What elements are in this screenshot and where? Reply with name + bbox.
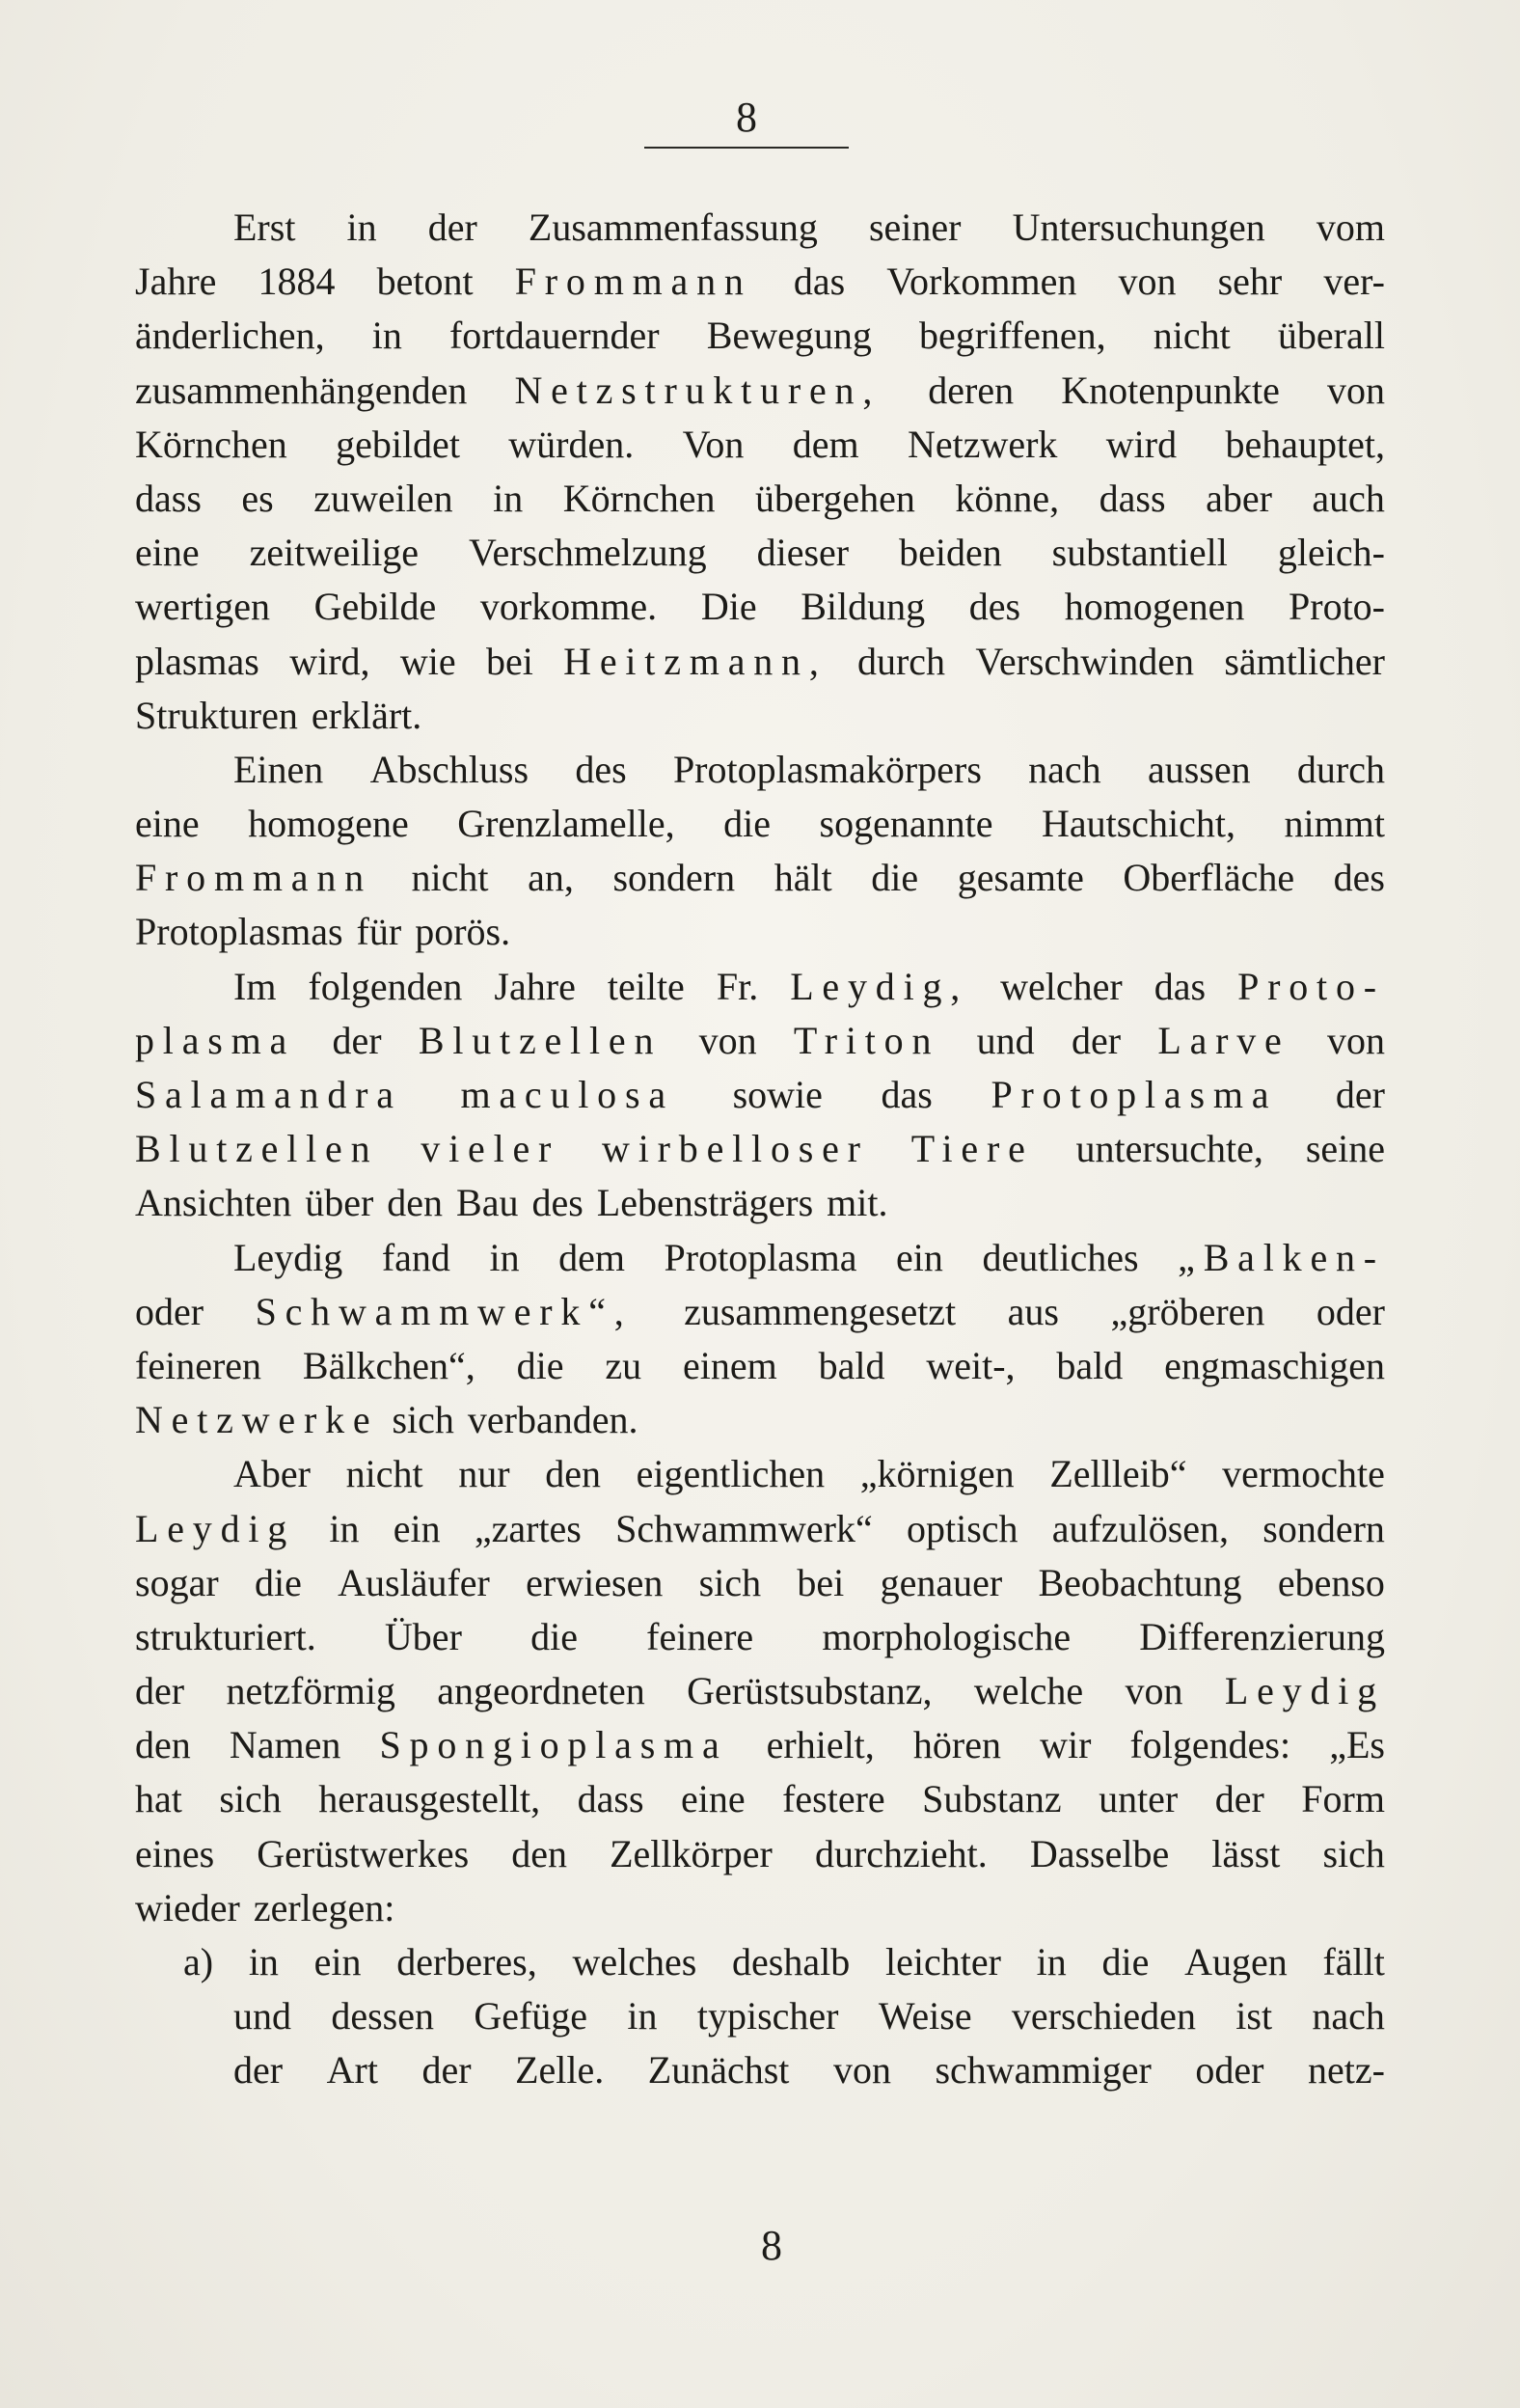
word: zerlegen:: [253, 1885, 395, 1929]
text-line: [135, 851, 1385, 905]
word: Die: [700, 585, 757, 629]
word: sich: [392, 1398, 454, 1442]
word: von: [698, 1018, 757, 1062]
word: morphologische: [822, 1614, 1072, 1658]
word: nach: [1028, 747, 1101, 791]
text-line: [135, 1447, 1385, 1501]
word: Aber: [233, 1452, 311, 1496]
word: Dasselbe: [1029, 1831, 1170, 1875]
word: Körnchen: [135, 422, 287, 466]
word: dass: [135, 476, 202, 520]
word: feinere: [646, 1614, 754, 1658]
word: „zartes: [474, 1506, 582, 1550]
text-line: [135, 1014, 1385, 1068]
word: behauptet,: [1225, 422, 1385, 466]
word: in: [329, 1506, 360, 1550]
text-line: [135, 580, 1385, 634]
word: teilte: [607, 964, 685, 1008]
word: Gefüge: [474, 1994, 588, 2039]
word: die: [530, 1614, 578, 1658]
word: Leydig: [233, 1235, 343, 1279]
text-line: [135, 1664, 1385, 1718]
word: genauer: [880, 1560, 1003, 1604]
word: Ansichten: [135, 1181, 292, 1225]
word: Knotenpunkte: [1061, 368, 1280, 412]
word: Untersuchungen: [1012, 205, 1265, 249]
page-number-top: 8: [736, 94, 757, 141]
word: der: [135, 1669, 185, 1713]
text-line: [135, 635, 1385, 689]
word: Grenzlamelle,: [457, 802, 675, 846]
word: Schwammwerk“: [615, 1506, 873, 1550]
word: Netzwerk: [907, 422, 1058, 466]
word: sondern: [612, 856, 736, 900]
word: oder: [135, 1289, 204, 1333]
word: strukturiert.: [135, 1614, 316, 1658]
word: würden.: [508, 422, 635, 466]
word: wird,: [289, 639, 370, 683]
word: Zellkörper: [610, 1831, 773, 1875]
word: Protoplasmakörpers: [672, 747, 982, 791]
text-line: [135, 743, 1385, 797]
text-line: [135, 201, 1385, 255]
word: feineren: [135, 1343, 262, 1387]
word: Frommann: [514, 260, 752, 304]
text-line: [135, 960, 1385, 1014]
word: die: [516, 1343, 564, 1387]
word: in: [346, 205, 377, 249]
text-line: [135, 1122, 1385, 1176]
word: aufzulösen,: [1051, 1506, 1230, 1550]
text-line: [135, 2043, 1385, 2097]
word: zusammengesetzt: [684, 1289, 957, 1333]
word: gebildet: [336, 422, 460, 466]
word: betont: [376, 260, 474, 304]
word: in: [489, 1235, 520, 1279]
word: gleich-: [1277, 531, 1385, 575]
word: an,: [528, 856, 574, 900]
word: dass: [1099, 476, 1166, 520]
word: angeordneten: [437, 1669, 645, 1713]
word: ein: [393, 1506, 441, 1550]
word: änderlichen,: [135, 314, 325, 358]
word: Protoplasmas: [135, 910, 343, 954]
word: „gröberen: [1110, 1289, 1265, 1333]
word: Heitzmann,: [563, 639, 828, 683]
word: die: [871, 856, 919, 900]
text-line: [135, 309, 1385, 363]
word: der: [1335, 1073, 1385, 1116]
word: deshalb: [732, 1940, 851, 1984]
text-line: [135, 472, 1385, 526]
word: deutliches: [982, 1235, 1139, 1279]
word: unter: [1099, 1777, 1179, 1821]
word: aus: [1007, 1289, 1059, 1333]
word: „Balken-: [1178, 1235, 1385, 1279]
word: der: [421, 2048, 472, 2093]
word: für: [356, 910, 402, 954]
word: vorkomme.: [479, 585, 658, 629]
text-line: [135, 255, 1385, 309]
word: sich: [1322, 1831, 1385, 1875]
word: überall: [1277, 314, 1385, 358]
text-line: [135, 1989, 1385, 2043]
word: porös.: [415, 910, 511, 954]
body-text: [135, 201, 1385, 2098]
word: Bildung: [801, 585, 926, 629]
word: verbanden.: [467, 1398, 638, 1442]
text-line: [135, 797, 1385, 851]
word: vermochte: [1222, 1452, 1385, 1496]
word: vom: [1316, 205, 1385, 249]
word: folgenden: [308, 964, 463, 1008]
word: bei: [797, 1560, 845, 1604]
word: durch: [856, 639, 946, 683]
word: in: [371, 314, 402, 358]
text-line: [135, 1772, 1385, 1826]
word: Blutzellen: [418, 1018, 663, 1062]
word: beiden: [899, 531, 1002, 575]
text-line: [135, 1068, 1385, 1122]
word: über: [305, 1181, 374, 1225]
word: Protoplasma: [664, 1235, 857, 1279]
word: Vorkommen: [886, 260, 1077, 304]
word: plasmas: [135, 639, 259, 683]
word: „Es: [1329, 1723, 1385, 1767]
word: Salamandra: [135, 1073, 402, 1116]
word: zu: [605, 1343, 642, 1387]
word: Ausläufer: [338, 1560, 490, 1604]
word: verschieden: [1011, 1994, 1196, 2039]
word: von: [1326, 368, 1385, 412]
text-line: [135, 905, 1385, 959]
word: sowie: [732, 1073, 823, 1116]
word: hören: [912, 1723, 1001, 1767]
word: begriffenen,: [918, 314, 1106, 358]
word: folgendes:: [1129, 1723, 1291, 1767]
word: eine: [135, 531, 200, 575]
word: in: [493, 476, 524, 520]
text-line: [135, 1285, 1385, 1339]
word: Zusammenfassung: [528, 205, 818, 249]
word: homogene: [248, 802, 409, 846]
word: Bau: [456, 1181, 519, 1225]
word: nicht: [345, 1452, 423, 1496]
word: Larve: [1157, 1018, 1290, 1062]
word: dieser: [756, 531, 850, 575]
text-line: [135, 1393, 1385, 1447]
word: des: [968, 585, 1021, 629]
word: netzförmig: [226, 1669, 395, 1713]
text-line: [135, 1610, 1385, 1664]
word: Bälkchen“,: [302, 1343, 475, 1387]
word: Erst: [233, 205, 296, 249]
word: Oberfläche: [1123, 856, 1295, 900]
text-line: [135, 1718, 1385, 1772]
word: Im: [233, 964, 277, 1008]
word: auch: [1312, 476, 1385, 520]
word: einem: [682, 1343, 777, 1387]
word: und: [976, 1018, 1035, 1062]
word: bald: [1056, 1343, 1124, 1387]
word: ebenso: [1277, 1560, 1385, 1604]
word: Körnchen: [562, 476, 716, 520]
word: dem: [792, 422, 859, 466]
word: oder: [1316, 1289, 1385, 1333]
word: könne,: [955, 476, 1060, 520]
word: und: [233, 1994, 291, 2039]
word: Differenzierung: [1139, 1614, 1385, 1658]
word: leichter: [884, 1940, 1001, 1984]
word: oder: [1195, 2048, 1264, 2093]
word: des: [531, 1181, 584, 1225]
word: Zunächst: [647, 2048, 790, 2093]
text-line: [135, 418, 1385, 472]
word: Abschluss: [369, 747, 529, 791]
word: Leydig,: [790, 964, 969, 1008]
word: von: [1118, 260, 1177, 304]
word: erwiesen: [526, 1560, 664, 1604]
header-rule: [644, 147, 849, 149]
word: netz-: [1307, 2048, 1385, 2093]
word: Spongioplasma: [379, 1723, 728, 1767]
word: Fr.: [716, 964, 759, 1008]
word: Zelle.: [515, 2048, 605, 2093]
word: hält: [774, 856, 832, 900]
word: der: [332, 1018, 382, 1062]
text-line: [135, 1176, 1385, 1230]
text-line: [135, 1231, 1385, 1285]
word: deren: [928, 368, 1015, 412]
word: sogenannte: [819, 802, 993, 846]
word: den: [135, 1723, 191, 1767]
word: Weise: [878, 1994, 972, 2039]
word: vieler: [421, 1127, 560, 1171]
word: gesamte: [957, 856, 1084, 900]
word: sogar: [135, 1560, 219, 1604]
word: in: [1036, 1940, 1067, 1984]
word: ist: [1235, 1994, 1273, 2039]
word: dem: [558, 1235, 625, 1279]
word: optisch: [906, 1506, 1018, 1550]
word: ein: [313, 1940, 362, 1984]
word: substantiell: [1051, 531, 1228, 575]
word: fällt: [1322, 1940, 1385, 1984]
word: nimmt: [1284, 802, 1385, 846]
word: Verschmelzung: [469, 531, 707, 575]
text-line: [135, 1881, 1385, 1935]
word: bald: [818, 1343, 885, 1387]
text-line: [135, 1556, 1385, 1610]
word: Netzstrukturen,: [514, 368, 882, 412]
word: Schwammwerk“,: [255, 1289, 633, 1333]
word: seine: [1305, 1127, 1385, 1171]
word: des: [1333, 856, 1385, 900]
word: nicht: [1153, 314, 1231, 358]
word: Bewegung: [706, 314, 872, 358]
word: Jahre: [135, 260, 217, 304]
word: durchzieht.: [814, 1831, 988, 1875]
word: herausgestellt,: [318, 1777, 541, 1821]
word: festere: [782, 1777, 885, 1821]
word: Lebensträgers: [596, 1181, 814, 1225]
word: wirbelloser: [602, 1127, 869, 1171]
word: den: [511, 1831, 567, 1875]
word: das: [1154, 964, 1207, 1008]
word: Jahre: [494, 964, 576, 1008]
word: nur: [458, 1452, 510, 1496]
word: Gerüstwerkes: [257, 1831, 470, 1875]
word: Leydig: [1224, 1669, 1385, 1713]
word: bei: [485, 639, 533, 683]
word: zusammenhängenden: [135, 368, 468, 412]
word: sondern: [1262, 1506, 1385, 1550]
word: durch: [1296, 747, 1385, 791]
word: Über: [384, 1614, 462, 1658]
word: es: [241, 476, 274, 520]
word: Substanz: [922, 1777, 1062, 1821]
word: die: [254, 1560, 302, 1604]
page-header: [644, 93, 849, 149]
word: der: [427, 205, 477, 249]
word: „körnigen: [859, 1452, 1015, 1496]
word: wieder: [135, 1885, 240, 1929]
word: erhielt,: [766, 1723, 875, 1767]
word: Tiere: [910, 1127, 1034, 1171]
word: Strukturen: [135, 693, 298, 737]
word: schwammiger: [935, 2048, 1152, 2093]
word: den: [387, 1181, 444, 1225]
word: den: [545, 1452, 601, 1496]
word: von: [1326, 1018, 1385, 1062]
word: des: [575, 747, 627, 791]
word: in: [248, 1940, 279, 1984]
word: wird: [1105, 422, 1178, 466]
word: die: [723, 802, 772, 846]
word: eines: [135, 1831, 215, 1875]
word: typischer: [696, 1994, 839, 2039]
text-line: [135, 526, 1385, 580]
word: der: [233, 2048, 284, 2093]
word: Zellleib“: [1049, 1452, 1187, 1496]
word: Blutzellen: [135, 1127, 379, 1171]
text-line: [135, 1502, 1385, 1556]
word: ein: [896, 1235, 943, 1279]
word: sehr: [1217, 260, 1283, 304]
word: maculosa: [460, 1073, 674, 1116]
word: aber: [1206, 476, 1272, 520]
text-line: [135, 1827, 1385, 1881]
word: a): [183, 1940, 214, 1984]
word: der: [1071, 1018, 1122, 1062]
word: zuweilen: [313, 476, 453, 520]
word: hat: [135, 1777, 182, 1821]
word: Netzwerke: [135, 1398, 379, 1442]
word: Gebilde: [313, 585, 437, 629]
word: untersuchte,: [1075, 1127, 1263, 1171]
word: Proto-: [1289, 585, 1385, 629]
word: Protoplasma: [991, 1073, 1278, 1116]
text-line: [135, 689, 1385, 743]
word: Augen: [1184, 1940, 1288, 1984]
word: engmaschigen: [1164, 1343, 1385, 1387]
word: die: [1101, 1940, 1150, 1984]
word: erklärt.: [311, 693, 422, 737]
word: weit-,: [926, 1343, 1016, 1387]
word: sich: [698, 1560, 762, 1604]
word: welche: [973, 1669, 1084, 1713]
word: Proto-: [1237, 964, 1385, 1008]
word: Hautschicht,: [1041, 802, 1235, 846]
word: Form: [1301, 1777, 1385, 1821]
word: eine: [681, 1777, 746, 1821]
word: Verschwinden: [975, 639, 1194, 683]
word: lässt: [1211, 1831, 1281, 1875]
word: dass: [577, 1777, 644, 1821]
word: Namen: [229, 1723, 341, 1767]
word: Gerüstsubstanz,: [687, 1669, 933, 1713]
word: von: [832, 2048, 891, 2093]
word: Von: [682, 422, 745, 466]
word: dessen: [331, 1994, 434, 2039]
word: zeitweilige: [249, 531, 420, 575]
word: übergehen: [755, 476, 915, 520]
word: Frommann: [135, 856, 372, 900]
word: 1884: [258, 260, 336, 304]
text-line: [135, 1935, 1385, 1989]
word: wertigen: [135, 585, 270, 629]
word: Leydig: [135, 1506, 296, 1550]
word: Art: [326, 2048, 378, 2093]
word: nicht: [411, 856, 489, 900]
word: nach: [1312, 1994, 1385, 2039]
word: sich: [219, 1777, 282, 1821]
word: mit.: [827, 1181, 888, 1225]
word: seiner: [868, 205, 962, 249]
text-line: [135, 364, 1385, 418]
word: fand: [381, 1235, 450, 1279]
word: welches: [572, 1940, 697, 1984]
word: ver-: [1323, 260, 1385, 304]
word: das: [881, 1073, 933, 1116]
word: wir: [1040, 1723, 1092, 1767]
text-line: [135, 1339, 1385, 1393]
word: derberes,: [396, 1940, 537, 1984]
word: welcher: [1000, 964, 1123, 1008]
word: in: [627, 1994, 658, 2039]
word: Einen: [233, 747, 324, 791]
word: plasma: [135, 1018, 296, 1062]
word: das: [793, 260, 846, 304]
word: von: [1125, 1669, 1183, 1713]
word: Triton: [793, 1018, 940, 1062]
word: Beobachtung: [1038, 1560, 1242, 1604]
word: wie: [399, 639, 456, 683]
word: eine: [135, 802, 200, 846]
word: sämtlicher: [1224, 639, 1385, 683]
word: eigentlichen: [636, 1452, 826, 1496]
word: der: [1214, 1777, 1264, 1821]
word: homogenen: [1064, 585, 1245, 629]
word: fortdauernder: [448, 314, 660, 358]
word: aussen: [1147, 747, 1251, 791]
page-number-bottom: 8: [761, 2222, 782, 2269]
